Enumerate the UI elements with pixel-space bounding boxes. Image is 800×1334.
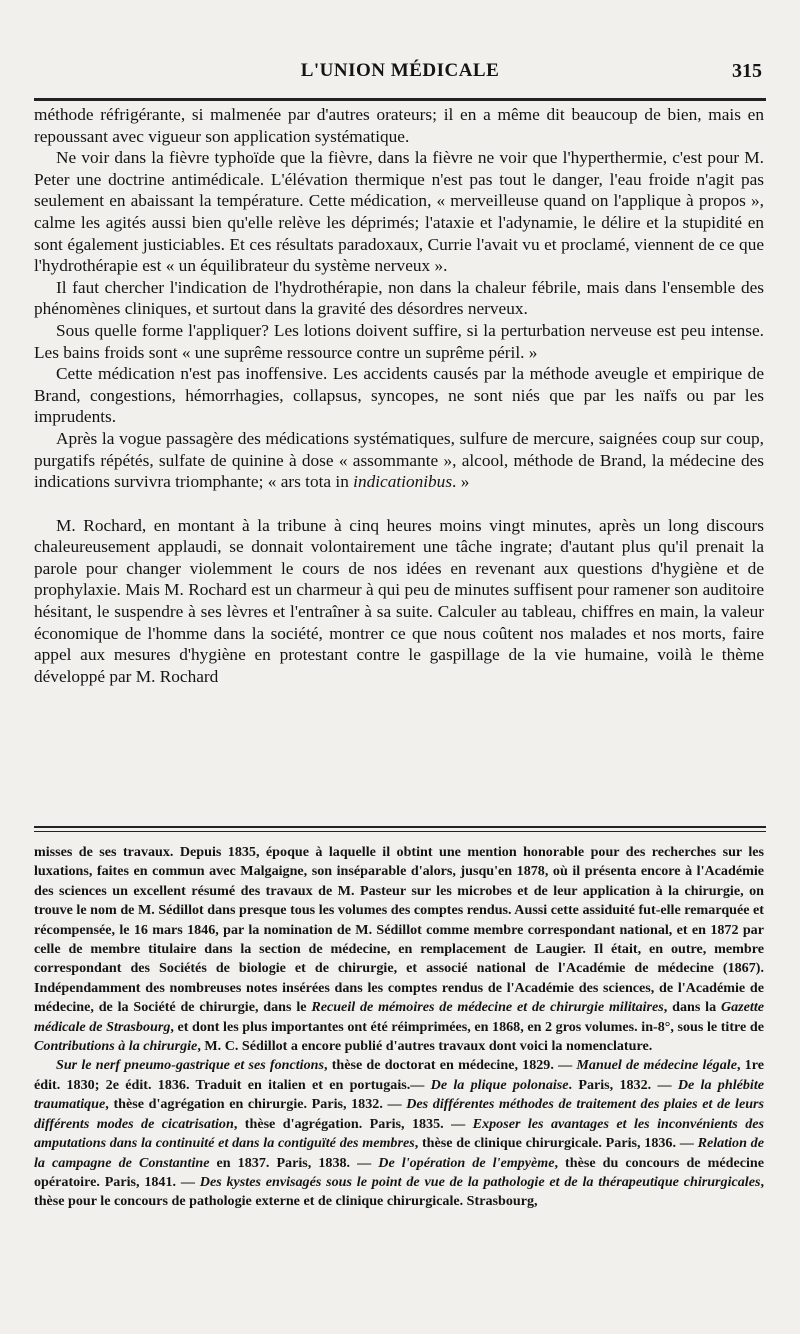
page-number: 315 bbox=[732, 60, 762, 82]
paragraph bbox=[34, 428, 764, 493]
main-text bbox=[34, 104, 764, 687]
footnote-paragraph: misses de ses travaux. Depuis 1835, époque à laquelle il obtint une mention honorable pour des recherches sur les luxations, faites en commun avec Malgaigne, son inséparable d'alors, jusqu'en 1878, où il présenta encore à l'Académie des sciences un excellent résumé des travaux de M. Pasteur sur les microbes et de leur application à la chirurgie, on trouve le nom de M. Sédillot dans presque tous les volumes des comptes rendus. Aussi cette assiduité fut-elle remarquée et récompensée, le 16 mars 1846, par la nomination de M. Sédillot comme membre correspondant national, et en 1872 par celle de membre titulaire dans la section de médecine, en remplacement de Laugier. Il était, en outre, membre correspondant des Sociétés de biologie et de chirurgie, et associé national de l'Académie de médecine (1867). Indépendamment des nombreuses notes insérées dans les comptes rendus de l'Académie des sciences, de l'Académie de médecine, de la Société de chirurgie, dans le Recueil de mémoires de médecine et de chirurgie militaires, dans la Gazette médicale de Strasbourg, et dont les plus importantes ont été réimprimées, en 1868, en 2 gros volumes. in-8°, sous le titre de Contributions à la chirurgie, M. C. Sédillot a encore publié d'autres travaux dont voici la nomenclature. bbox=[34, 844, 764, 1055]
paragraph: méthode réfrigérante, si malmenée par d'autres orateurs; il en a même dit beaucoup de bien, mais en repoussant avec vigueur son application systématique. bbox=[34, 105, 764, 146]
footnote-paragraph: Sur le nerf pneumo-gastrique et ses fonctions, thèse de doctorat en médecine, 1829. — Manuel de médecine légale, 1re édit. 1830; 2e édit. 1836. Traduit en italien et en portugais.— De la plique polonaise. Paris, 1832. — De la phlébite traumatique, thèse d'agrégation en chirurgie. Paris, 1832. — Des différentes méthodes de traitement des plaies et de leurs différents modes de cicatrisation, thèse d'agrégation. Paris, 1835. — Exposer les avantages et les inconvénients des amputations dans la continuité et dans la contiguïté des membres, thèse de clinique chirurgicale. Paris, 1836. — Relation de la campagne de Constantine en 1837. Paris, 1838. — De l'opération de l'empyème, thèse du concours de médecine opératoire. Paris, 1841. — Des kystes envisagés sous le point de vue de la pathologie et de la thérapeutique chirurgicales, thèse pour le concours de pathologie externe et de clinique chirurgicale. Strasbourg, bbox=[34, 1057, 765, 1210]
paragraph: Ne voir dans la fièvre typhoïde que la fièvre, dans la fièvre ne voir que l'hyperthermie, c'est pour M. Peter une doctrine antimédicale. L'élévation thermique n'est pas tout le danger, l'eau froide n'agit pas seulement en abaissant la température. Cette médication, « merveilleuse quand on l'applique à propos », calme les agités aussi bien qu'elle relève les déprimés; l'ataxie et l'adynamie, le délire et la stupidité en sont également justiciables. Et ces résultats paradoxaux, Currie l'avait vu et proclamé, viennent de ce que l'hydrothérapie est « un équilibrateur du système nerveux ». bbox=[34, 148, 764, 276]
paragraph-text: Après la vogue passagère des médications systématiques, sulfure de mercure, saignées coup sur coup, purgatifs répétés, sulfate de quinine à dose « assommante », alcool, méthode de Brand, la médecine des indications survivra triomphante; « ars tota in bbox=[34, 428, 764, 492]
paragraph: M. Rochard, en montant à la tribune à cinq heures moins vingt minutes, après un long discours chaleureusement applaudi, se donnait volontairement une tâche ingrate; d'autant plus qu'il prenait la parole pour changer violemment le cours de nos idées en revenant aux questions d'hygiène et de prophylaxie. Mais M. Rochard est un charmeur à qui peu de minutes suffisent pour ramener son auditoire hésitant, le suspendre à ses lèvres et l'entraîner à sa suite. Calculer au tableau, chiffres en main, la valeur économique de l'homme dans la société, montrer ce que nous coûtent nos malades et nos morts, faire appel aux mesures d'hygiène en protestant contre le gaspillage de la vie humaine, voilà le thème développé par M. Rochard bbox=[34, 515, 764, 686]
paragraph-end: . » bbox=[452, 472, 470, 492]
footnote-rule bbox=[34, 826, 766, 832]
paragraph: Il faut chercher l'indication de l'hydrothérapie, non dans la chaleur fébrile, mais dans l'ensemble des phénomènes cliniques, et surtout dans la gravité des désordres nerveux. bbox=[34, 277, 764, 319]
paragraph: Cette médication n'est pas inoffensive. Les accidents causés par la méthode aveugle et empirique de Brand, congestions, hémorrhagies, collapsus, syncopes, ne sont niés que par les naïfs ou par les imprudents. bbox=[34, 364, 764, 427]
journal-title: L'UNION MÉDICALE bbox=[300, 60, 500, 81]
header-rule bbox=[34, 98, 766, 101]
footnote-text bbox=[34, 843, 764, 1212]
italic-latin: indicationibus bbox=[353, 472, 453, 492]
paragraph: Sous quelle forme l'appliquer? Les lotions doivent suffire, si la perturbation nerveuse est peu intense. Les bains froids sont « une suprême ressource contre un suprême péril. » bbox=[34, 320, 764, 362]
page-header bbox=[34, 60, 766, 90]
